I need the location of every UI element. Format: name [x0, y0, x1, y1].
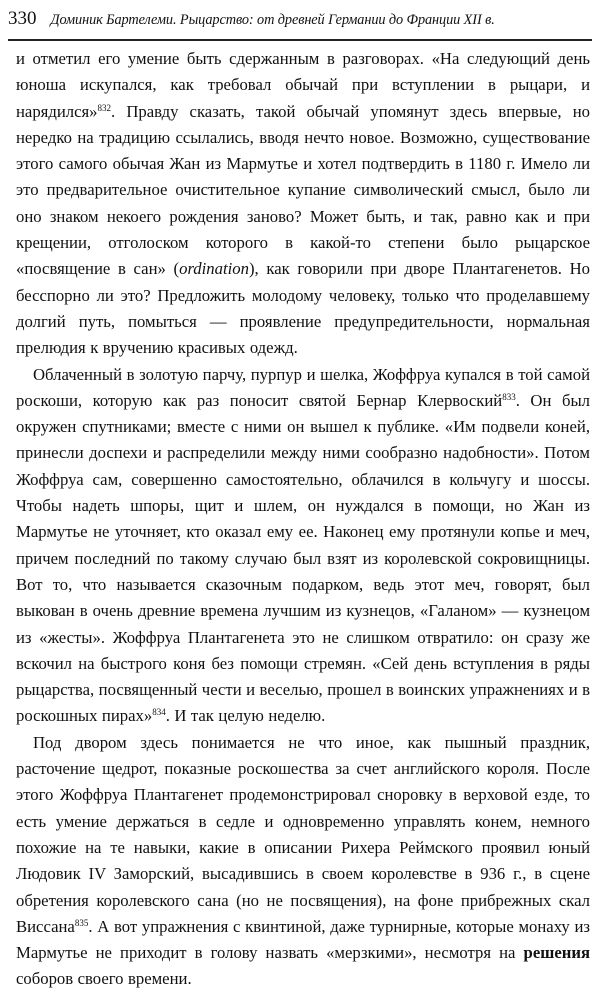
header-rule: [8, 39, 592, 41]
footnote-marker-835: 835: [74, 917, 89, 928]
running-header: [8, 8, 592, 36]
paragraph-text: ), как говорили при дворе Плантагенетов. Но бесспорно ли это? Предложить молодому человеку, только что проделавшему долгий путь, помыться — проявление предупредительности, нормальная прелюдия к вручению красивых одежд.: [16, 259, 590, 358]
footnote-marker-834: 834: [152, 707, 166, 718]
running-title: Доминик Бартелеми. Рыцарство: от древней Германии до Франции XII в.: [50, 12, 495, 28]
footnote-marker-833: 833: [502, 391, 516, 402]
paragraph-text: . И так целую неделю.: [165, 706, 326, 726]
paragraph-2: [16, 362, 590, 730]
paragraph-text: и отметил его умение быть сдержанным в разговорах. «На следующий день юноша искупался, как требовал обычай при вступлении в рыцари, и нарядился»: [16, 49, 590, 121]
page-number: 330: [8, 8, 37, 29]
paragraph-1: [16, 46, 590, 362]
paragraph-text: Облаченный в золотую парчу, пурпур и шелка, Жоффруа купался в той самой роскоши, которую как раз поносит святой Бернар Клервоский: [16, 364, 590, 410]
paragraph-text: соборов своего времени.: [16, 969, 192, 989]
bold-word: решения: [523, 943, 590, 963]
paragraph-text: . Правду сказать, такой обычай упомянут здесь впервые, но нередко на традицию ссылались, вводя нечто новое. Возможно, существование этого самого обычая Жан из Мармутье и хотел подтвердить в 1180 г. Имело ли это предварительное очистительное купание символический смысл, было ли оно знаком некоего рождения заново? Может быть, и так, равно как и при крещении, отголоском которого в какой-то степени было рыцарское «посвящение в сан» (: [16, 101, 590, 279]
paragraph-text: . Он был окружен спутниками; вместе с ними он вышел к публике. «Им подвели коней, принесли доспехи и распределили между ними сообразно надобности». Потом Жоффруа сам, совершенно самостоятельно, облачился в кольчугу и шоссы. Чтобы надеть шпоры, щит и шлем, он нуждался в помощи, но Жан из Мармутье не уточняет, кто оказал ему ее. Наконец ему протянули копье и меч, причем последний по такому случаю был взят из королевской сокровищницы. Вот то, что называется сказочным подарком, ведь этот меч, говорят, был выкован в очень древние времена лучшим из кузнецов, «Галаном» — кузнецом из «жесты». Жоффруа Плантагенета это не слишком отвратило: он сразу же вскочил на быстрого коня без помощи стремян. «Сей день вступления в ряды рыцарства, посвященный чести и веселью, прошел в воинских упражнениях и в роскошных пирах»: [16, 390, 590, 726]
footnote-marker-832: 832: [97, 102, 112, 113]
italic-term: ordination: [179, 259, 249, 279]
paragraph-text: Под двором здесь понимается не что иное, как пышный праздник, расточение щедрот, показные роскошества за счет английского короля. После этого Жоффруа Плантагенет продемонстрировал сноровку в верховой езде, то есть умение держаться в седле и одновременно управлять конем, немного похожие на те навыки, какие в описании Рихера Реймского проявил юный Людовик IV Заморский, высадившись в своем королевстве в 936 г., в сцене обретения королевского сана (но не посвящения), на фоне прибрежных скал Виссана: [16, 732, 590, 936]
paragraph-text: . А вот упражнения с квинтиной, даже турнирные, которые монаху из Мармутье не приходит в голову назвать «мерзкими», несмотря на: [16, 916, 590, 963]
body-text: [16, 46, 590, 993]
paragraph-3: [16, 730, 590, 993]
